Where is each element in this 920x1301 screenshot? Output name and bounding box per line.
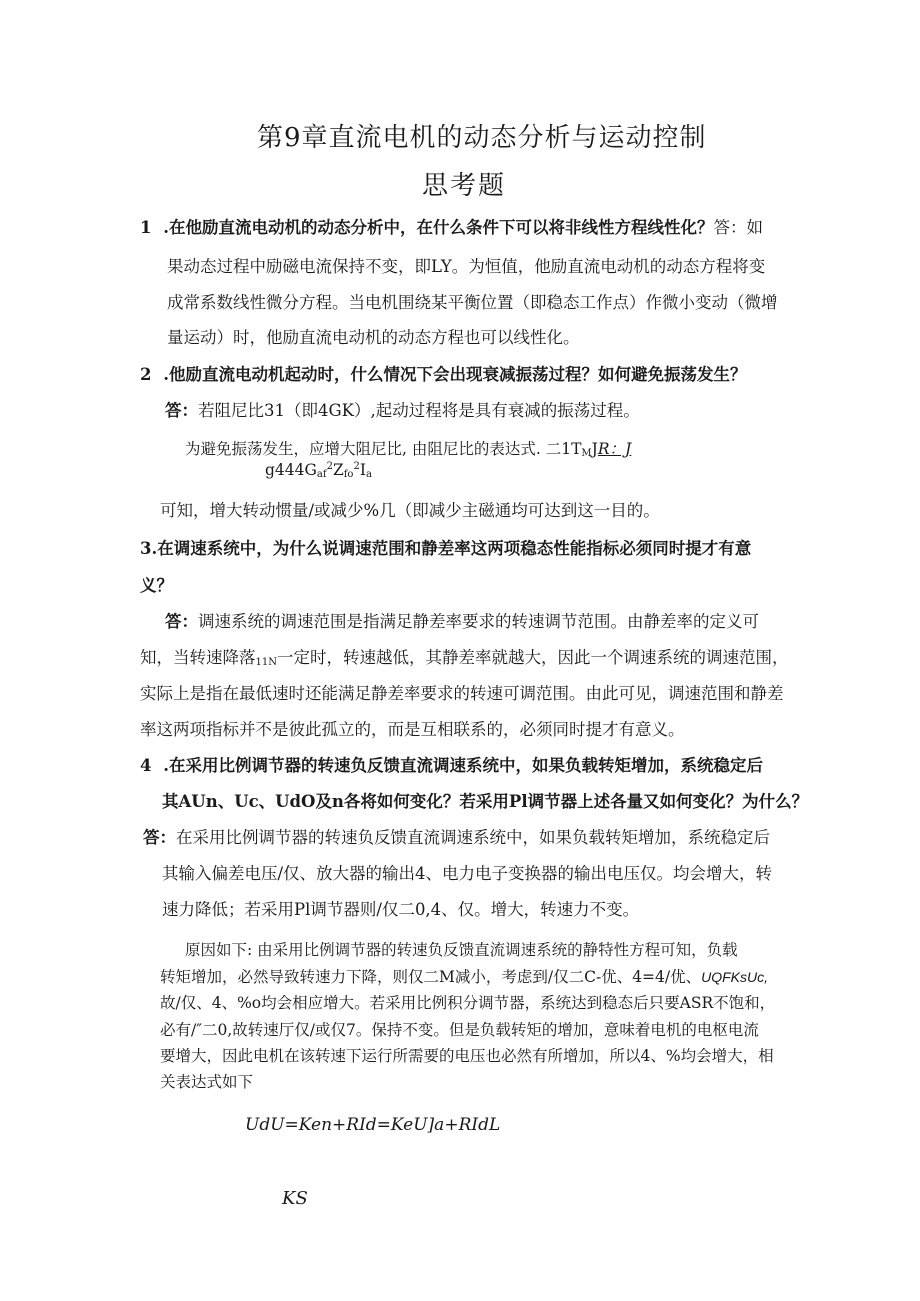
q2-formula-line-2 — [265, 461, 372, 480]
q3-question-line-2: 义？ — [140, 576, 173, 595]
q3-answer-label: 答： — [165, 612, 198, 631]
q3-line2-sub: 11N — [255, 657, 277, 668]
q1-answer-line-2: 果动态过程中励磁电流保持不变，即LY。为恒值，他励直流电动机的动态方程将变 — [167, 257, 766, 276]
q3-answer-line-2 — [140, 644, 788, 668]
reason-line-6: 关表达式如下 — [160, 1073, 254, 1091]
q1-question: .在他励直流电动机的动态分析中，在什么条件下可以将非线性方程线性化？ — [163, 218, 714, 237]
page-subtitle: 思考题 — [422, 171, 507, 201]
q2-answer-line-1 — [165, 397, 640, 421]
q1-answer-line-3: 成常系数线性微分方程。当电机围绕某平衡位置（即稳态工作点）作微小变动（微增 — [167, 293, 778, 312]
q2-formula2-h: a — [365, 469, 372, 480]
q3-line2-a: 知，当转速降落 — [140, 648, 256, 667]
q2-answer-line-4: 可知，增大转动惯量/或减少%几（即减少主磁通均可达到这一目的。 — [160, 501, 660, 520]
q2-question: .他励直流电动机起动时，什么情况下会出现衰减振荡过程？如何避免振荡发生？ — [163, 365, 747, 384]
reason-line-5: 要增大，因此电机在该转速下运行所需要的电压也必然有所增加，所以4、%均会增大，相 — [160, 1047, 774, 1065]
q3-answer-text: 调速系统的调速范围是指满足静差率要求的转速调节范围。由静差率的定义可 — [198, 612, 759, 631]
q2-formula-sub: M — [581, 448, 592, 459]
q2-formula-line-1 — [185, 437, 631, 459]
q2-formula-mid: J — [591, 440, 598, 458]
q3-question-line-1 — [140, 535, 751, 559]
q4-question-line-1 — [140, 752, 763, 776]
q2-question-line — [140, 361, 746, 385]
q4-answer-line-1 — [143, 824, 770, 848]
q2-formula2-d: Z — [332, 461, 344, 479]
q2-formula2-c: 2 — [326, 461, 333, 472]
q2-formula2-a: g444G — [265, 461, 317, 479]
q2-formula2-f: 2 — [353, 461, 360, 472]
q1-answer-start: 答：如 — [713, 218, 763, 237]
q2-formula-text: 为避免振荡发生，应增大阻尼比, 由阻尼比的表达式. 二1T — [185, 440, 582, 458]
q4-answer-label: 答： — [143, 828, 176, 847]
q1-answer-line-4: 量运动）时，他励直流电动机的动态方程也可以线性化。 — [167, 328, 580, 347]
q2-answer-label: 答： — [165, 401, 198, 420]
reason-line-2 — [160, 965, 768, 987]
formula-ks: KS — [282, 1188, 308, 1209]
q1-number: 1 — [140, 218, 152, 237]
q3-answer-line-4: 率这两项指标并不是彼此孤立的，而是互相联系的，必须同时提才有意义。 — [140, 720, 685, 739]
reason-line-3: 故/仅、4、%o均会相应增大。若采用比例积分调节器，系统达到稳态后只要ASR不饱和， — [160, 994, 776, 1012]
q4-question-line-2: 其AUn、Uc、UdO及n各将如何变化？若采用Pl调节器上述各量又如何变化？为什么？ — [162, 792, 809, 811]
q2-formula2-b: af — [316, 469, 327, 480]
reason-line-2a: 转矩增加，必然导致转速力下降，则仅二M减小，考虑到/仅二C-优、4=4/优、 — [160, 968, 702, 986]
reason-line-4: 必有/″二0,故转速厅仅/或仅7。保持不变。但是负载转矩的增加，意味着电机的电枢电流 — [160, 1021, 759, 1039]
q2-formula-tail: R：J — [597, 440, 632, 458]
q3-question: .在调速系统中，为什么说调速范围和静差率这两项稳态性能指标必须同时提才有意 — [151, 539, 752, 558]
q4-answer-line-3: 速力降低；若采用Pl调节器则/仅二0,4、仅。增大，转速力不变。 — [162, 900, 640, 919]
q3-answer-line-3: 实际上是指在最低速时还能满足静差率要求的转速可调范围。由此可见，调速范围和静差 — [140, 684, 784, 703]
q3-line2-b: 一定时，转速越低，其静差率就越大，因此一个调速系统的调速范围， — [276, 648, 789, 667]
q4-number: 4 — [140, 756, 152, 775]
reason-line-1: 原因如下: 由采用比例调节器的转速负反馈直流调速系统的静特性方程可知，负载 — [185, 941, 738, 959]
q1-question-line — [140, 214, 763, 238]
q4-question: .在采用比例调节器的转速负反馈直流调速系统中，如果负载转矩增加，系统稳定后 — [163, 756, 763, 775]
q3-number: 3 — [140, 539, 152, 558]
q2-number: 2 — [140, 365, 152, 384]
q4-answer-line-2: 其输入偏差电压/仅、放大器的输出4、电力电子变换器的输出电压仅。均会增大，转 — [162, 864, 773, 883]
q2-formula2-e: fo — [343, 469, 354, 480]
q2-formula2-g: I — [359, 461, 366, 479]
page-title: 第9章直流电机的动态分析与运动控制 — [257, 123, 707, 153]
q4-answer-text: 在采用比例调节器的转速负反馈直流调速系统中，如果负载转矩增加，系统稳定后 — [176, 828, 770, 847]
reason-line-2b: UQFKsUc, — [701, 969, 769, 985]
q3-answer-line-1 — [165, 608, 759, 632]
formula-ud: UdU=Ken+RId=KeU]a+RIdL — [245, 1115, 501, 1135]
q2-answer-text: 若阻尼比31（即4GK）,起动过程将是具有衰减的振荡过程。 — [198, 401, 640, 420]
